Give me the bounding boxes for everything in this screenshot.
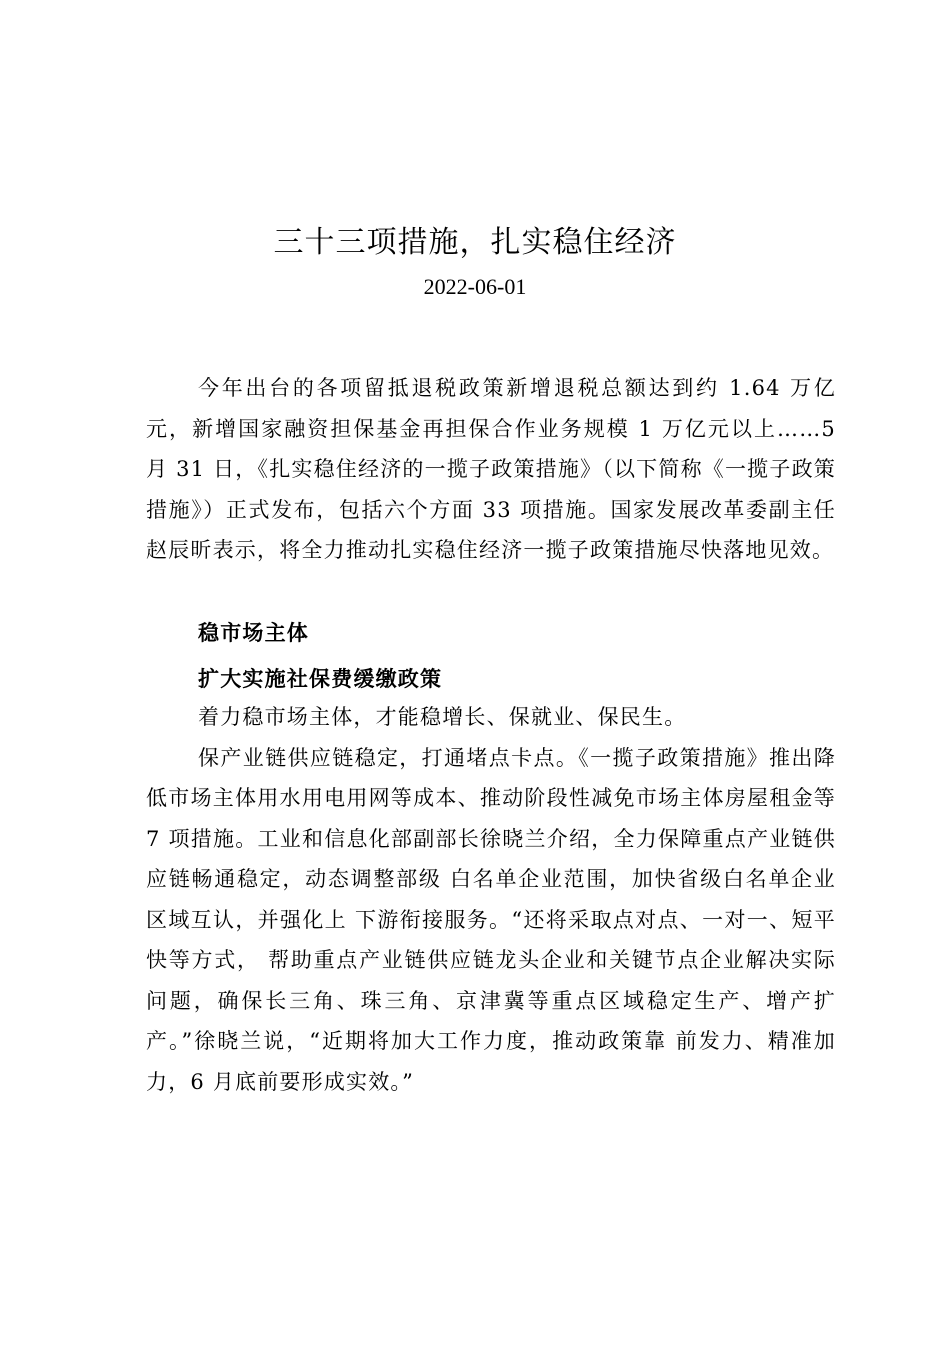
body-paragraph: 保产业链供应链稳定，打通堵点卡点。《一揽子政策措施》推出降低市场主体用水用电用网等成本、推动阶段性减免市场主体房屋租金等 7 项措施。工业和信息化部副部长徐晓兰介绍，全力保障重点产业链供应链畅通稳定，动态调整部级 白名单企业范围，加快省级白名单企业区域互认，并强化上 下游衔接服务。“还将采取点对点、一对一、短平快等方式， 帮助重点产业链供应链龙头企业和关键节点企业解决实际 问题，确保长三角、珠三角、京津冀等重点区域稳定生产、增产扩产。”徐晓兰说，“近期将加大工作力度，推动政策靠 前发力、精准加力，6 月底前要形成实效。”	[146, 745, 836, 1094]
document-title: 三十三项措施，扎实稳住经济	[273, 225, 677, 260]
intro-paragraph: 今年出台的各项留抵退税政策新增退税总额达到约 1.64 万亿元，新增国家融资担保基金再担保合作业务规模 1 万亿元以上……5 月 31 日，《扎实稳住经济的一揽子政策措施》（以下简称《一揽子政策措施》）正式发布，包括六个方面 33 项措施。国家发展改革委副主任赵辰昕表示，将全力推动扎实稳住经济一揽子政策措施尽快落地见效。	[146, 376, 836, 562]
section-heading: 稳市场主体	[198, 620, 309, 645]
publish-date: 2022-06-01	[423, 274, 527, 299]
article-body	[146, 368, 836, 1102]
body-paragraph: 着力稳市场主体，才能稳增长、保就业、保民生。	[198, 705, 687, 729]
subsection-heading: 扩大实施社保费缓缴政策	[198, 666, 443, 691]
